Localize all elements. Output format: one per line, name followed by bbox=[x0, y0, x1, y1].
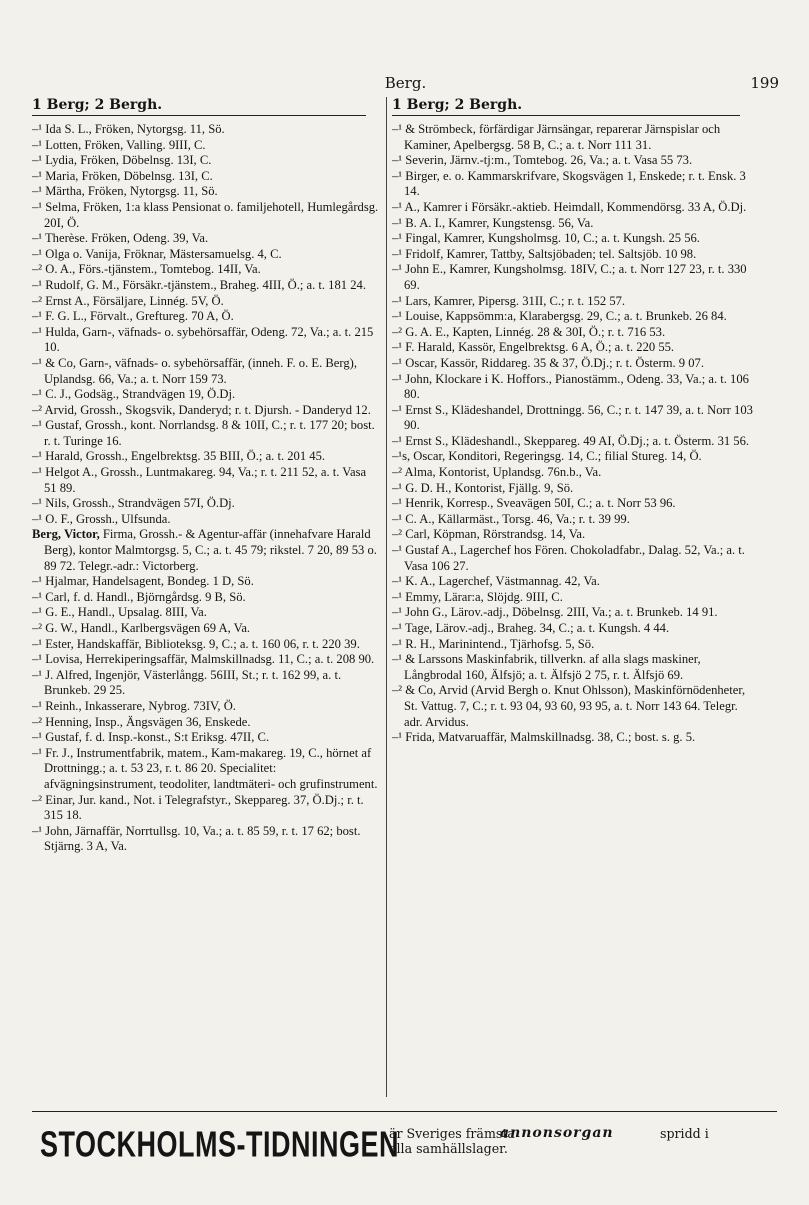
directory-entry: –¹ Lotten, Fröken, Valling. 9III, C. bbox=[32, 137, 206, 152]
directory-entry: –¹ Ester, Handskaffär, Biblioteksg. 9, C.; a. t. 160 06, r. t. 220 39. bbox=[32, 636, 360, 651]
firm-entry bbox=[32, 527, 380, 574]
directory-entry: –¹ Tage, Lärov.-adj., Braheg. 34, C.; a. t. Kungsh. 4 44. bbox=[392, 621, 670, 635]
left-entry-list-continued bbox=[32, 574, 380, 855]
directory-entry: –¹ Lovisa, Herrekiperingsaffär, Malmskillnadsg. 11, C.; a. t. 208 90. bbox=[32, 652, 375, 667]
directory-entry: –¹ Louise, Kappsömm:a, Klarabergsg. 29, C.; a. t. Brunkeb. 26 84. bbox=[392, 309, 727, 324]
directory-entry: –¹ Fingal, Kamrer, Kungsholmsg. 10, C.; a. t. Kungsh. 25 56. bbox=[392, 231, 700, 246]
firm-text: Firma, Grossh.- & Agentur-affär (innehafvare Harald Berg), kontor Malmtorgsg. 5, C.; a. t. 45 79; rikstel. 7 20, 89 53 o. 89 72. Telegr.-adr.: Victorberg. bbox=[44, 527, 377, 573]
directory-entry: –¹ Ernst S., Klädeshandl., Skeppareg. 49 AI, Ö.Dj.; a. t. Österm. 31 56. bbox=[392, 433, 750, 448]
directory-entry: –¹ R. H., Marinintend., Tjärhofsg. 5, Sö. bbox=[392, 636, 595, 651]
directory-entry: –¹ & Strömbeck, förfärdigar Järnsängar, reparerar Järnspislar och Kaminer, Apelbergsg. 58 B, C.; a. t. Norr 111 31. bbox=[392, 122, 721, 152]
directory-entry: –¹ & Larssons Maskinfabrik, tillverkn. af alla slags maskiner, Långbrodal 160, Älfsjö; a. t. Älfsjö 2 75, r. t. Älfsjö 69. bbox=[392, 652, 701, 682]
page-number: 199 bbox=[750, 74, 779, 92]
directory-entry: –¹ G. E., Handl., Upsalag. 8III, Va. bbox=[32, 605, 207, 620]
directory-entry: –¹ Helgot A., Grossh., Luntmakareg. 94, Va.; r. t. 211 52, a. t. Vasa 51 89. bbox=[32, 465, 367, 495]
directory-entry: –² Arvid, Grossh., Skogsvik, Danderyd; r. t. Djursh. - Danderyd 12. bbox=[32, 402, 371, 417]
directory-entry: –¹ Maria, Fröken, Döbelnsg. 13I, C. bbox=[32, 168, 213, 183]
footer-annonsorgan: annonsorgan bbox=[500, 1125, 614, 1141]
directory-columns bbox=[32, 97, 782, 1097]
directory-entry: –¹ Olga o. Vanija, Fröknar, Mästersamuelsg. 4, C. bbox=[32, 246, 282, 261]
footer-tagline-3: spridd i bbox=[660, 1126, 709, 1141]
directory-entry: –¹ A., Kamrer i Försäkr.-aktieb. Heimdall, Kommendörsg. 33 A, Ö.Dj. bbox=[392, 199, 747, 214]
right-entry-list bbox=[392, 122, 754, 746]
footer-rule bbox=[32, 1111, 777, 1112]
directory-entry: –¹ C. A., Källarmäst., Torsg. 46, Va.; r. t. 39 99. bbox=[392, 511, 630, 526]
footer-tagline-1: är Sveriges främsta bbox=[389, 1126, 515, 1141]
directory-entry: –¹ F. G. L., Förvalt., Greftureg. 70 A, Ö. bbox=[32, 309, 234, 324]
directory-entry: –¹ Rudolf, G. M., Försäkr.-tjänstem., Braheg. 4III, Ö.; a. t. 181 24. bbox=[32, 277, 366, 292]
directory-entry: –¹ Hulda, Garn-, väfnads- o. sybehörsaffär, Odeng. 72, Va.; a. t. 215 10. bbox=[32, 324, 374, 355]
right-column bbox=[392, 97, 754, 1097]
directory-entry: –² O. A., Förs.-tjänstem., Tomtebog. 14II, Va. bbox=[32, 262, 261, 277]
directory-entry: –¹ Ida S. L., Fröken, Nytorgsg. 11, Sö. bbox=[32, 122, 225, 136]
directory-entry: –¹ Emmy, Lärar:a, Slöjdg. 9III, C. bbox=[392, 589, 563, 604]
directory-entry: –¹ Lars, Kamrer, Pipersg. 31II, C.; r. t. 152 57. bbox=[392, 293, 626, 308]
directory-entry: –¹ Selma, Fröken, 1:a klass Pensionat o. familjehotell, Humlegårdsg. 20I, Ö. bbox=[32, 199, 379, 230]
directory-entry: –¹ Hjalmar, Handelsagent, Bondeg. 1 D, Sö. bbox=[32, 574, 254, 589]
directory-entry: –² Carl, Köpman, Rörstrandsg. 14, Va. bbox=[392, 527, 586, 542]
directory-entry: –¹ Fr. J., Instrumentfabrik, matem., Kam-makareg. 19, C., hörnet af Drottningg.; a. t. 53 23, r. t. 86 20. Specialitet: afvägningsinstrument, teodoliter, landtmäteri- och grufinstrument. bbox=[32, 745, 378, 791]
directory-entry: –² Alma, Kontorist, Uplandsg. 76n.b., Va. bbox=[392, 465, 602, 480]
directory-entry: –¹ Oscar, Kassör, Riddareg. 35 & 37, Ö.Dj.; r. t. Österm. 9 07. bbox=[392, 355, 704, 370]
footer-ad bbox=[40, 1124, 780, 1168]
firm-name: Berg, Victor, bbox=[32, 527, 100, 542]
directory-entry: –¹ Nils, Grossh., Strandvägen 57I, Ö.Dj. bbox=[32, 496, 235, 511]
directory-entry: –¹ Gustaf, Grossh., kont. Norrlandsg. 8 & 10II, C.; r. t. 177 20; bost. r. t. Turinge 16. bbox=[32, 418, 375, 448]
directory-entry: –² Einar, Jur. kand., Not. i Telegrafstyr., Skeppareg. 37, Ö.Dj.; r. t. 315 18. bbox=[32, 792, 364, 823]
directory-entry: –¹ Gustaf, f. d. Insp.-konst., S:t Eriksg. 47II, C. bbox=[32, 730, 270, 745]
directory-entry: –¹ Märtha, Fröken, Nytorgsg. 11, Sö. bbox=[32, 184, 218, 199]
directory-entry: –¹ Harald, Grossh., Engelbrektsg. 35 BIII, Ö.; a. t. 201 45. bbox=[32, 449, 326, 464]
directory-entry: –¹ Therèse. Fröken, Odeng. 39, Va. bbox=[32, 231, 209, 246]
directory-entry: –¹ G. D. H., Kontorist, Fjällg. 9, Sö. bbox=[392, 480, 574, 495]
left-column bbox=[32, 97, 380, 1097]
directory-entry: –¹ John, Klockare i K. Hoffors., Pianostämm., Odeng. 33, Va.; a. t. 106 80. bbox=[392, 371, 749, 402]
directory-entry: –¹ C. J., Godsäg., Strandvägen 19, Ö.Dj. bbox=[32, 387, 236, 402]
directory-entry: –² G. W., Handl., Karlbergsvägen 69 A, Va. bbox=[32, 621, 251, 635]
directory-entry: –¹ Gustaf A., Lagerchef hos Fören. Chokoladfabr., Dalag. 52, Va.; a. t. Vasa 106 27. bbox=[392, 543, 745, 573]
directory-entry: –¹ John E., Kamrer, Kungsholmsg. 18IV, C.; a. t. Norr 127 23, r. t. 330 69. bbox=[392, 262, 747, 292]
directory-entry: –¹ Ernst S., Klädeshandel, Drottningg. 56, C.; r. t. 147 39, a. t. Norr 103 90. bbox=[392, 402, 753, 433]
directory-entry: –¹ Severin, Järnv.-tj:m., Tomtebog. 26, Va.; a. t. Vasa 55 73. bbox=[392, 153, 693, 168]
right-column-heading: 1 Berg; 2 Bergh. bbox=[392, 97, 740, 116]
page-title: Berg. bbox=[384, 74, 427, 92]
directory-entry: –¹ O. F., Grossh., Ulfsunda. bbox=[32, 511, 171, 526]
newspaper-name: STOCKHOLMS-TIDNINGEN bbox=[40, 1124, 399, 1165]
directory-entry: –¹ John, Järnaffär, Norrtullsg. 10, Va.; a. t. 85 59, r. t. 17 62; bost. Stjärng. 3 A, Va. bbox=[32, 823, 361, 854]
directory-entry: –¹ J. Alfred, Ingenjör, Västerlångg. 56III, St.; r. t. 162 99, a. t. Brunkeb. 29 25. bbox=[32, 667, 342, 698]
directory-entry: –¹ John G., Lärov.-adj., Döbelnsg. 2III, Va.; a. t. Brunkeb. 14 91. bbox=[392, 605, 718, 620]
footer-tagline-2: alla samhällslager. bbox=[389, 1141, 508, 1156]
directory-entry: –¹ Lydia, Fröken, Döbelnsg. 13I, C. bbox=[32, 153, 212, 168]
directory-entry: –¹ Carl, f. d. Handl., Björngårdsg. 9 B, Sö. bbox=[32, 589, 246, 604]
directory-entry: –² & Co, Arvid (Arvid Bergh o. Knut Ohlsson), Maskinförnödenheter, St. Vattug. 7, C.; r. t. 93 04, 93 60, 93 95, a. t. Norr 143 64. Telegr. adr. Arvidus. bbox=[392, 683, 746, 729]
left-entry-list bbox=[32, 122, 380, 527]
directory-entry: –¹ Fridolf, Kamrer, Tattby, Saltsjöbaden; tel. Saltsjöb. 10 98. bbox=[392, 246, 697, 261]
left-column-heading: 1 Berg; 2 Bergh. bbox=[32, 97, 366, 116]
directory-entry: –¹ Birger, e. o. Kammarskrifvare, Skogsvägen 1, Enskede; r. t. Ensk. 3 14. bbox=[392, 168, 746, 199]
page-header bbox=[32, 74, 779, 94]
directory-entry: –² Ernst A., Försäljare, Linnég. 5V, Ö. bbox=[32, 293, 224, 308]
directory-entry: –¹ Reinh., Inkasserare, Nybrog. 73IV, Ö. bbox=[32, 698, 236, 713]
directory-entry: –² G. A. E., Kapten, Linnég. 28 & 30I, Ö.; r. t. 716 53. bbox=[392, 324, 666, 339]
directory-entry: –¹s, Oscar, Konditori, Regeringsg. 14, C.; filial Stureg. 14, Ö. bbox=[392, 449, 702, 464]
directory-entry: –¹ F. Harald, Kassör, Engelbrektsg. 6 A, Ö.; a. t. 220 55. bbox=[392, 340, 675, 355]
directory-entry: –¹ & Co, Garn-, väfnads- o. sybehörsaffär, (inneh. F. o. E. Berg), Uplandsg. 66, Va.; a. t. Norr 159 73. bbox=[32, 355, 357, 386]
directory-entry: –¹ Henrik, Korresp., Sveavägen 50I, C.; a. t. Norr 53 96. bbox=[392, 496, 676, 511]
column-divider bbox=[386, 97, 387, 1097]
directory-entry: –¹ Frida, Matvaruaffär, Malmskillnadsg. 38, C.; bost. s. g. 5. bbox=[392, 730, 696, 745]
directory-entry: –¹ B. A. I., Kamrer, Kungstensg. 56, Va. bbox=[392, 215, 594, 230]
directory-entry: –¹ K. A., Lagerchef, Västmannag. 42, Va. bbox=[392, 574, 600, 589]
directory-entry: –² Henning, Insp., Ängsvägen 36, Enskede. bbox=[32, 714, 251, 729]
